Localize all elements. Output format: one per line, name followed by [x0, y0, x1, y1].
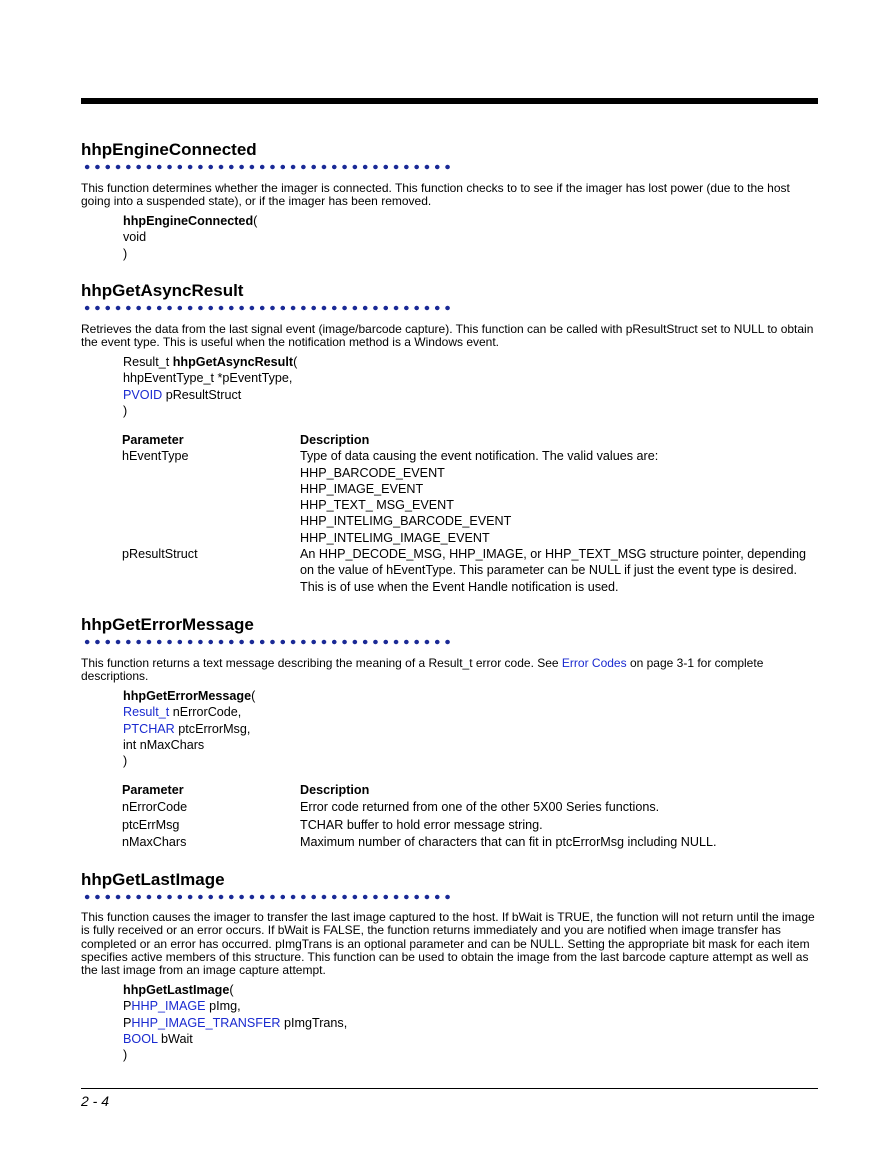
table-row	[122, 817, 816, 833]
table-row	[122, 546, 816, 595]
table-row	[122, 481, 816, 497]
return-type: Result_t	[123, 355, 173, 369]
table-row	[122, 799, 816, 815]
table-header	[122, 782, 816, 798]
type-link[interactable]: BOOL	[123, 1031, 158, 1046]
section-description: This function determines whether the imager is connected. This function checks to to see if the imager has lost power (due to the host going into a suspended state), or if the imager has been removed.	[81, 181, 790, 209]
function-signature	[123, 354, 297, 419]
page-number: 2 - 4	[81, 1093, 110, 1109]
function-signature	[123, 213, 257, 262]
signature-arg: int nMaxChars	[123, 737, 205, 752]
header-description: Description	[300, 783, 370, 797]
signature-arg: ptcErrorMsg,	[174, 721, 251, 736]
footer-rule	[81, 1088, 818, 1089]
function-name: hhpEngineConnected	[123, 214, 254, 228]
table-row	[122, 513, 816, 529]
section-description: Retrieves the data from the last signal event (image/barcode capture). This function can be called with pResultStruct set to NULL to obtain the event type. This is useful when the notification method is a Windows event.	[81, 322, 814, 350]
type-link[interactable]: PTCHAR	[123, 721, 175, 736]
function-name: hhpGetAsyncResult	[172, 355, 294, 369]
param-desc: HHP_TEXT_ MSG_EVENT	[300, 498, 454, 513]
type-link[interactable]: HHP_IMAGE_TRANSFER	[131, 1015, 281, 1030]
param-name	[122, 465, 300, 481]
param-name: nMaxChars	[122, 834, 187, 849]
header-parameter: Parameter	[122, 783, 184, 797]
signature-arg: void	[123, 230, 147, 245]
open-paren: (	[251, 689, 256, 703]
section-description: This function causes the imager to transfer the last image captured to the host. If bWait is TRUE, the function will not return until the image is fully received or an error occurs. If bWait is FALSE, the function returns immediately and you are notified when image transfer has completed or an error has occurred. pImgTrans is an optional parameter and can be NULL. Setting the appropriate bit mask for each item specifies active members of this structure. This function can be used to obtain the image from the last barcode capture attempt as well as the last image from an image capture attempt.	[81, 910, 815, 978]
type-link[interactable]: HHP_IMAGE	[131, 999, 206, 1014]
header-parameter: Parameter	[122, 433, 184, 447]
param-name	[122, 513, 300, 529]
close-paren: )	[123, 754, 128, 769]
dotted-rule	[82, 894, 454, 900]
param-desc: HHP_INTELIMG_BARCODE_EVENT	[300, 514, 512, 529]
table-row	[122, 448, 816, 464]
param-desc: Type of data causing the event notification. The valid values are:	[300, 449, 659, 464]
param-desc: HHP_IMAGE_EVENT	[300, 481, 424, 496]
table-row	[122, 465, 816, 481]
param-desc: Error code returned from one of the other 5X00 Series functions.	[300, 800, 660, 815]
signature-arg: hhpEventType_t *pEventType,	[123, 371, 293, 386]
param-name	[122, 530, 300, 546]
function-signature	[123, 688, 255, 769]
close-paren: )	[123, 1048, 128, 1063]
parameter-table	[122, 432, 816, 595]
dotted-rule	[82, 164, 454, 170]
param-desc: HHP_BARCODE_EVENT	[300, 465, 445, 480]
description-text: on page 3-1 for complete descriptions.	[81, 656, 764, 684]
param-desc: HHP_INTELIMG_IMAGE_EVENT	[300, 530, 490, 545]
param-name: nErrorCode	[122, 800, 188, 815]
param-desc: Maximum number of characters that can fit in ptcErrorMsg including NULL.	[300, 834, 717, 849]
signature-arg: pImgTrans,	[280, 1015, 348, 1030]
section-title: hhpGetLastImage	[81, 870, 225, 889]
pointer-prefix: P	[123, 999, 132, 1014]
param-desc: TCHAR buffer to hold error message string.	[300, 817, 543, 832]
open-paren: (	[293, 355, 298, 369]
signature-arg: pResultStruct	[162, 387, 242, 402]
signature-arg: pImg,	[205, 999, 241, 1014]
signature-arg: nErrorCode,	[169, 705, 242, 720]
description-text: This function returns a text message describing the meaning of a Result_t error code. See	[81, 656, 562, 670]
section-description	[81, 657, 817, 684]
param-name: ptcErrMsg	[122, 817, 180, 832]
section-title: hhpEngineConnected	[81, 140, 257, 159]
param-name: hEventType	[122, 449, 189, 464]
param-name	[122, 497, 300, 513]
section-title: hhpGetAsyncResult	[81, 281, 244, 300]
type-link[interactable]: PVOID	[123, 387, 163, 402]
table-row	[122, 497, 816, 513]
header-rule	[81, 98, 818, 104]
table-header	[122, 432, 816, 448]
table-row	[122, 530, 816, 546]
param-name	[122, 481, 300, 497]
signature-arg: bWait	[157, 1031, 193, 1046]
dotted-rule	[82, 305, 454, 311]
function-name: hhpGetErrorMessage	[123, 689, 252, 703]
function-name: hhpGetLastImage	[123, 983, 230, 997]
section-title: hhpGetErrorMessage	[81, 615, 254, 634]
header-description: Description	[300, 433, 370, 447]
close-paren: )	[123, 246, 128, 261]
table-row	[122, 834, 816, 850]
parameter-table	[122, 782, 816, 850]
param-name: pResultStruct	[122, 547, 198, 562]
open-paren: (	[253, 214, 258, 228]
dotted-rule	[82, 639, 454, 645]
type-link[interactable]: Result_t	[123, 705, 170, 720]
error-codes-link[interactable]: Error Codes	[561, 656, 627, 670]
close-paren: )	[123, 403, 128, 418]
pointer-prefix: P	[123, 1015, 132, 1030]
open-paren: (	[229, 983, 234, 997]
param-desc: An HHP_DECODE_MSG, HHP_IMAGE, or HHP_TEXT_MSG structure pointer, depending on the value of hEventType. This parameter can be NULL if just the event type is desired. This is of use when the Event Handle notification is used.	[300, 547, 807, 594]
function-signature	[123, 982, 347, 1063]
